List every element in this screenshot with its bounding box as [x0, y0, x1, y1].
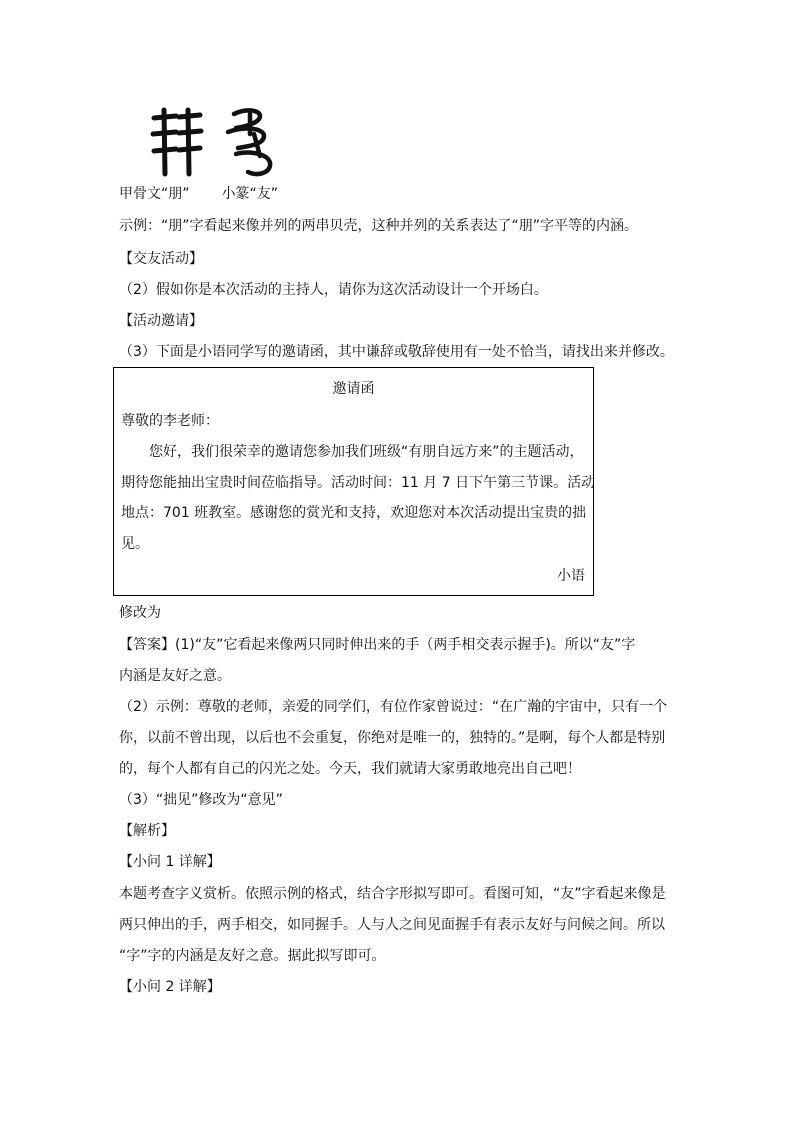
section-heading-invitation: 【活动邀请】	[119, 313, 203, 329]
letter-salutation: 尊敬的李老师：	[121, 413, 219, 429]
letter-body-line: 您好，我们很荣幸的邀请您参加我们班级“有朋自远方来”的主题活动，	[149, 444, 584, 460]
caption-small-seal: 小篆“友”	[221, 186, 279, 202]
letter-body-line: 见。	[121, 536, 149, 552]
letter-body-line: 期待您能抽出宝贵时间莅临指导。活动时间：11 月 7 日下午第三节课。活动	[121, 475, 596, 491]
oracle-bone-peng-glyph	[148, 104, 206, 178]
sub-question-1-line: 本题考查字义赏析。依照示例的格式，结合字形拟写即可。看图可知，“友”字看起来像是	[119, 886, 666, 902]
question-2: （2）假如你是本次活动的主持人，请你为这次活动设计一个开场白。	[119, 282, 548, 298]
example-text: 示例：“朋”字看起来像并列的两串贝壳，这种并列的关系表达了“朋”字平等的内涵。	[119, 218, 639, 234]
section-heading-friend-activity: 【交友活动】	[119, 251, 203, 267]
answer-line: 的，每个人都有自己的闪光之处。今天，我们就请大家勇敢地亮出自己吧！	[119, 761, 581, 777]
sub-question-2-heading: 【小问 2 详解】	[119, 979, 221, 995]
invitation-letter-box	[113, 367, 594, 596]
small-seal-you-glyph	[220, 104, 282, 180]
sub-question-1-line: 两只伸出的手，两手相交，如同握手。人与人之间见面握手有表示友好与问候之间。所以	[119, 917, 665, 933]
answer-line: 内涵是友好之意。	[119, 668, 231, 684]
answer-line: （3）“拙见”修改为“意见”	[119, 792, 283, 808]
revise-label: 修改为	[119, 605, 161, 621]
letter-body-line: 地点：701 班教室。感谢您的赏光和支持，欢迎您对本次活动提出宝贵的拙	[121, 505, 587, 521]
answer-line: 你，以前不曾出现，以后也不会重复，你绝对是唯一的，独特的。”是啊，每个人都是特别	[119, 730, 666, 746]
answer-line: 【答案】(1)“友”它看起来像两只同时伸出来的手（两手相交表示握手)。所以“友”字	[119, 637, 636, 653]
sub-question-1-line: “字”字的内涵是友好之意。据此拟写即可。	[119, 948, 386, 964]
analysis-heading: 【解析】	[119, 823, 175, 839]
sub-question-1-heading: 【小问 1 详解】	[119, 854, 221, 870]
letter-title: 邀请函	[332, 381, 375, 397]
letter-signature: 小语	[557, 568, 585, 584]
question-3: （3）下面是小语同学写的邀请函，其中谦辞或敬辞使用有一处不恰当，请找出来并修改。	[119, 344, 674, 360]
answer-line: （2）示例：尊敬的老师，亲爱的同学们，有位作家曾说过：“在广瀚的宇宙中，只有一个	[119, 699, 668, 715]
caption-oracle-bone: 甲骨文“朋”	[119, 186, 190, 202]
ancient-glyphs-figure	[148, 104, 288, 184]
glyph-captions	[119, 184, 278, 204]
